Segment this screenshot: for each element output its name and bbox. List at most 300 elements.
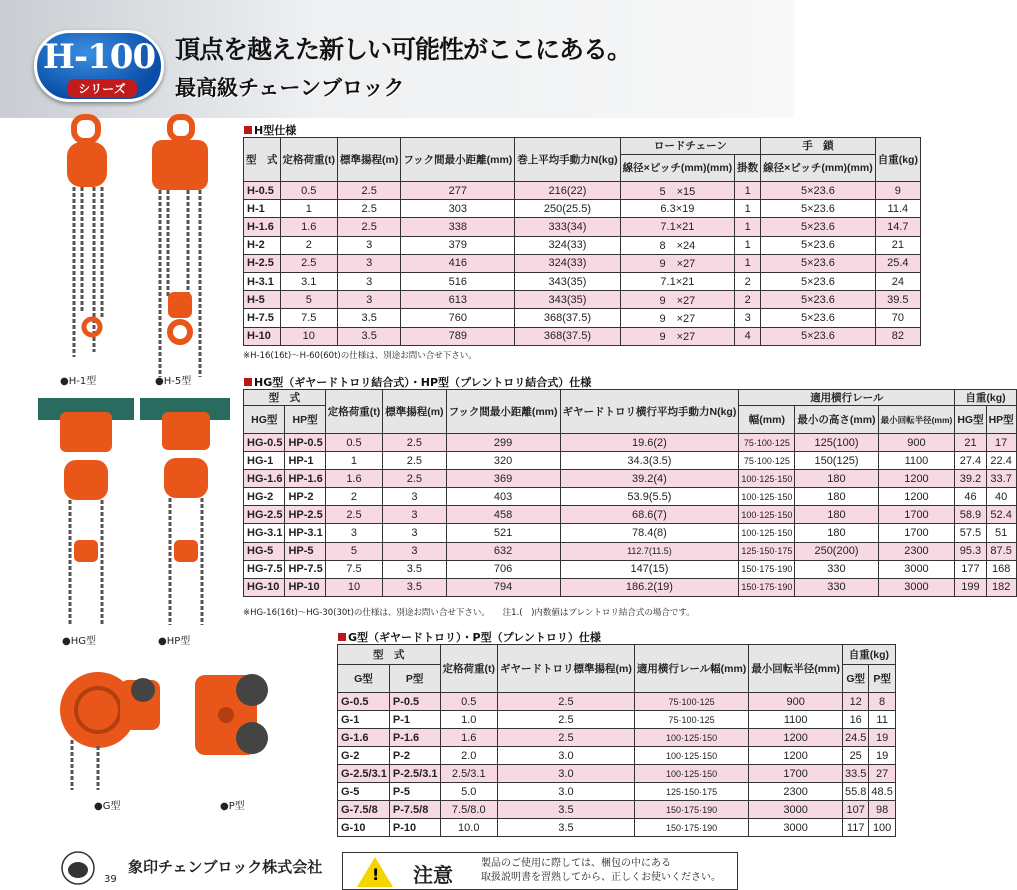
hg-cell: HG-1.6 (244, 470, 285, 488)
h-table-row (244, 236, 921, 254)
h-cell: 8 ×24 (620, 236, 735, 254)
h-cell: H-3.1 (244, 272, 281, 290)
caption-hp: ●HP型 (158, 636, 191, 647)
caption-g: ●G型 (94, 801, 121, 812)
h-cell: 613 (401, 291, 515, 309)
g-cell: 1.6 (440, 729, 498, 747)
h-cell: 343(35) (515, 291, 620, 309)
h-cell: 5×23.6 (761, 291, 876, 309)
g-cell: 1200 (749, 747, 843, 765)
g-cell: 25 (842, 747, 868, 765)
h-col-headroom: フック間最小距離(mm) (401, 138, 515, 182)
g-cell: 3000 (749, 819, 843, 837)
g-cell: 2.5 (498, 729, 635, 747)
series-badge (34, 30, 164, 102)
hg-col-lift: 標準揚程(m) (383, 390, 446, 434)
h-col-model: 型 式 (244, 138, 281, 182)
h-col-falls: 掛数 (735, 155, 761, 182)
g-spec-table (337, 644, 896, 837)
h-cell: 5 ×15 (620, 182, 735, 200)
hg-col-w-hg: HG型 (955, 406, 986, 434)
h-col-hc-size: 線径×ピッチ(mm)(mm) (761, 155, 876, 182)
h-cell: 379 (401, 236, 515, 254)
g-cell: G-2.5/3.1 (338, 765, 390, 783)
h-cell: 277 (401, 182, 515, 200)
hg-cell: 19.6(2) (560, 434, 739, 452)
g-cell: P-7.5/8 (389, 801, 440, 819)
hp-hoist-image (140, 390, 230, 630)
p-trolley-image (190, 660, 280, 780)
hg-cell: 100·125·150 (739, 470, 795, 488)
g-cell: 900 (749, 693, 843, 711)
g-cell: 3.5 (498, 819, 635, 837)
h-table-row (244, 218, 921, 236)
hg-table-row (244, 434, 1017, 452)
h-cell: H-1 (244, 200, 281, 218)
h-col-loadchain: ロードチェーン (620, 138, 761, 155)
hg-cell: 900 (878, 434, 955, 452)
h-cell: 216(22) (515, 182, 620, 200)
hg-cell: 182 (986, 578, 1016, 596)
h-cell: H-1.6 (244, 218, 281, 236)
h-cell: 7.1×21 (620, 272, 735, 290)
hg-cell: HG-1 (244, 452, 285, 470)
h-cell: 11.4 (875, 200, 920, 218)
hg-cell: 68.6(7) (560, 506, 739, 524)
hg-cell: 2.5 (383, 434, 446, 452)
h-cell: 333(34) (515, 218, 620, 236)
h-cell: 5×23.6 (761, 236, 876, 254)
hg-cell: 78.4(8) (560, 524, 739, 542)
h-cell: 1 (735, 182, 761, 200)
h-col-handchain: 手 鎖 (761, 138, 876, 155)
hg-cell: 3.5 (383, 560, 446, 578)
h-cell: 1 (735, 236, 761, 254)
h-cell: 3.5 (338, 309, 401, 327)
g-cell: G-7.5/8 (338, 801, 390, 819)
hg-cell: 10 (325, 578, 383, 596)
hg-cell: HP-1 (285, 452, 325, 470)
h-cell: 5 (280, 291, 338, 309)
g-cell: G-10 (338, 819, 390, 837)
g-cell: G-1 (338, 711, 390, 729)
g-section-title: G型（ギヤードトロリ）・P型（プレントロリ）仕様 (338, 629, 601, 645)
g-col-radius: 最小回転半径(mm) (749, 645, 843, 693)
hg-cell: 186.2(19) (560, 578, 739, 596)
g-cell: G-1.6 (338, 729, 390, 747)
h-cell: 3 (735, 309, 761, 327)
h-cell: 3 (338, 291, 401, 309)
warning-icon: ! (357, 857, 393, 887)
h-cell: 3.1 (280, 272, 338, 290)
h-cell: H-2.5 (244, 254, 281, 272)
h-cell: 5×23.6 (761, 254, 876, 272)
h-cell: 1 (280, 200, 338, 218)
hg-cell: 100·125·150 (739, 506, 795, 524)
h-cell: 250(25.5) (515, 200, 620, 218)
hg-cell: 632 (446, 542, 560, 560)
hg-cell: HP-1.6 (285, 470, 325, 488)
h-cell: 25.4 (875, 254, 920, 272)
g-cell: 33.5 (842, 765, 868, 783)
g-cell: 75·100·125 (634, 693, 748, 711)
hg-cell: 150·175·190 (739, 560, 795, 578)
hg-cell: 112.7(11.5) (560, 542, 739, 560)
g-cell: 150·175·190 (634, 819, 748, 837)
h-cell: 416 (401, 254, 515, 272)
g-table-row (338, 819, 896, 837)
h1-hoist-image (52, 112, 122, 367)
hg-col-width: 幅(mm) (739, 406, 795, 434)
hg-cell: 1.6 (325, 470, 383, 488)
h-cell: 9 (875, 182, 920, 200)
hg-cell: 100·125·150 (739, 524, 795, 542)
h-cell: 5×23.6 (761, 200, 876, 218)
g-cell: 98 (869, 801, 895, 819)
g-table-row (338, 747, 896, 765)
page-subtitle: 最高級チェーンブロック (175, 76, 405, 100)
g-cell: 3.5 (498, 801, 635, 819)
g-col-w-g: G型 (842, 665, 868, 693)
g-table-row (338, 693, 896, 711)
hg-cell: 3 (383, 542, 446, 560)
g-col-p: P型 (389, 665, 440, 693)
h-cell: 9 ×27 (620, 309, 735, 327)
hg-cell: HG-0.5 (244, 434, 285, 452)
h-cell: H-10 (244, 327, 281, 345)
hg-col-w-hp: HP型 (986, 406, 1016, 434)
hg-cell: HG-3.1 (244, 524, 285, 542)
page-number: 39 (104, 874, 117, 885)
hg-cell: 40 (986, 488, 1016, 506)
h-col-pull: 巻上平均手動力N(kg) (515, 138, 620, 182)
badge-sub: シリーズ (67, 79, 137, 98)
hg-col-headroom: フック間最小距離(mm) (446, 390, 560, 434)
hg-cell: 2.5 (383, 452, 446, 470)
hg-cell: HP-0.5 (285, 434, 325, 452)
hg-cell: 147(15) (560, 560, 739, 578)
hg-cell: 125(100) (795, 434, 878, 452)
h-cell: 2.5 (280, 254, 338, 272)
hg-cell: 3000 (878, 578, 955, 596)
h-col-weight: 自重(kg) (875, 138, 920, 182)
h-cell: 760 (401, 309, 515, 327)
caution-line-2: 取扱説明書を習熟してから、正しくお使いください。 (481, 872, 721, 883)
h-cell: H-5 (244, 291, 281, 309)
g-cell: G-0.5 (338, 693, 390, 711)
hg-cell: 57.5 (955, 524, 986, 542)
g-cell: 2300 (749, 783, 843, 801)
h-table-row (244, 327, 921, 345)
g-table-row (338, 729, 896, 747)
hg-col-radius: 最小回転半径(mm) (878, 406, 955, 434)
g-col-w-p: P型 (869, 665, 895, 693)
g-cell: G-5 (338, 783, 390, 801)
hg-cell: 458 (446, 506, 560, 524)
h-cell: 1 (735, 254, 761, 272)
hg-spec-table (243, 389, 1017, 597)
g-cell: 48.5 (869, 783, 895, 801)
g-cell: 1200 (749, 729, 843, 747)
h-cell: 6.3×19 (620, 200, 735, 218)
hg-cell: 403 (446, 488, 560, 506)
h-cell: 5×23.6 (761, 218, 876, 236)
h-cell: H-0.5 (244, 182, 281, 200)
elephant-logo-icon (58, 850, 98, 886)
hg-cell: 299 (446, 434, 560, 452)
h-cell: 9 ×27 (620, 291, 735, 309)
g-cell: 1.0 (440, 711, 498, 729)
hg-cell: 1 (325, 452, 383, 470)
g-col-weight: 自重(kg) (842, 645, 895, 665)
h-cell: 3.5 (338, 327, 401, 345)
h-cell: 2 (735, 291, 761, 309)
h-cell: 368(37.5) (515, 327, 620, 345)
g-cell: 10.0 (440, 819, 498, 837)
g-cell: 2.0 (440, 747, 498, 765)
hg-cell: 39.2(4) (560, 470, 739, 488)
hg-cell: 521 (446, 524, 560, 542)
hg-cell: 7.5 (325, 560, 383, 578)
hg-col-pull: ギヤードトロリ横行平均手動力N(kg) (560, 390, 739, 434)
hg-cell: 3 (383, 524, 446, 542)
h-cell: 1.6 (280, 218, 338, 236)
caution-box (342, 852, 738, 890)
hg-table-row (244, 506, 1017, 524)
h-table-row (244, 272, 921, 290)
h-cell: 3 (338, 254, 401, 272)
hg-cell: 180 (795, 524, 878, 542)
hg-cell: 250(200) (795, 542, 878, 560)
hg-col-rail: 適用横行レール (739, 390, 955, 406)
h-cell: 789 (401, 327, 515, 345)
h-table-row (244, 291, 921, 309)
hg-cell: HP-5 (285, 542, 325, 560)
hg-cell: HG-7.5 (244, 560, 285, 578)
hg-cell: 330 (795, 560, 878, 578)
hg-cell: HG-5 (244, 542, 285, 560)
h-section-title: H型仕様 (244, 122, 296, 138)
caution-line-1: 製品のご使用に際しては、梱包の中にある (481, 858, 671, 869)
g-cell: 55.8 (842, 783, 868, 801)
hg-cell: 180 (795, 506, 878, 524)
g-cell: 3.0 (498, 783, 635, 801)
g-cell: 5.0 (440, 783, 498, 801)
h-cell: 1 (735, 200, 761, 218)
h-cell: 2 (735, 272, 761, 290)
g-cell: 2.5 (498, 693, 635, 711)
g-cell: P-1.6 (389, 729, 440, 747)
hg-table-row (244, 560, 1017, 578)
h-cell: 324(33) (515, 236, 620, 254)
hg-cell: 100·125·150 (739, 488, 795, 506)
h-cell: 39.5 (875, 291, 920, 309)
g-cell: 11 (869, 711, 895, 729)
caption-h1: ●H-1型 (60, 376, 97, 387)
g-cell: 100·125·150 (634, 765, 748, 783)
g-col-model: 型 式 (338, 645, 441, 665)
h-cell: 9 ×27 (620, 254, 735, 272)
hg-col-load: 定格荷重(t) (325, 390, 383, 434)
h-col-load: 定格荷重(t) (280, 138, 338, 182)
hg-col-hg: HG型 (244, 406, 285, 434)
caption-p: ●P型 (220, 801, 245, 812)
g-cell: 75·100·125 (634, 711, 748, 729)
h-cell: 516 (401, 272, 515, 290)
hg-cell: 87.5 (986, 542, 1016, 560)
g-cell: 16 (842, 711, 868, 729)
h-cell: 21 (875, 236, 920, 254)
g-cell: 27 (869, 765, 895, 783)
hg-cell: 33.7 (986, 470, 1016, 488)
hg-cell: HP-2.5 (285, 506, 325, 524)
hg-cell: 52.4 (986, 506, 1016, 524)
g-trolley-image (58, 660, 168, 795)
h-cell: 82 (875, 327, 920, 345)
h-cell: 324(33) (515, 254, 620, 272)
h-cell: 338 (401, 218, 515, 236)
hg-cell: HG-2 (244, 488, 285, 506)
caption-h5: ●H-5型 (155, 376, 192, 387)
h-cell: 7.1×21 (620, 218, 735, 236)
h-table-row (244, 254, 921, 272)
h-cell: 2.5 (338, 200, 401, 218)
h-cell: 0.5 (280, 182, 338, 200)
h5-hoist-image (140, 112, 220, 367)
hg-cell: 39.2 (955, 470, 986, 488)
h-cell: 3 (338, 236, 401, 254)
g-cell: 8 (869, 693, 895, 711)
h-table-row (244, 182, 921, 200)
hg-hoist-image (38, 390, 134, 630)
hg-cell: 1200 (878, 488, 955, 506)
h-cell: 343(35) (515, 272, 620, 290)
h-cell: 10 (280, 327, 338, 345)
h-cell: 5×23.6 (761, 327, 876, 345)
g-cell: 0.5 (440, 693, 498, 711)
hg-cell: 34.3(3.5) (560, 452, 739, 470)
hg-cell: 2 (325, 488, 383, 506)
hg-table-row (244, 452, 1017, 470)
hg-col-hp: HP型 (285, 406, 325, 434)
hg-cell: 1700 (878, 506, 955, 524)
h-table-row (244, 200, 921, 218)
hg-cell: 199 (955, 578, 986, 596)
company-name: 象印チェンブロック株式会社 (128, 858, 323, 876)
g-cell: P-2 (389, 747, 440, 765)
g-cell: 100 (869, 819, 895, 837)
h-cell: 70 (875, 309, 920, 327)
h-cell: H-7.5 (244, 309, 281, 327)
g-cell: 100·125·150 (634, 747, 748, 765)
hg-cell: 5 (325, 542, 383, 560)
hg-cell: 150(125) (795, 452, 878, 470)
h-cell: 3 (338, 272, 401, 290)
hg-cell: 0.5 (325, 434, 383, 452)
g-cell: 2.5/3.1 (440, 765, 498, 783)
g-cell: 107 (842, 801, 868, 819)
g-cell: 100·125·150 (634, 729, 748, 747)
hg-cell: 2.5 (325, 506, 383, 524)
h-note: ※H-16(16t)～H-60(60t)の仕様は、別途お問い合せ下さい。 (243, 351, 477, 361)
hg-cell: 330 (795, 578, 878, 596)
h-cell: 7.5 (280, 309, 338, 327)
hg-cell: 369 (446, 470, 560, 488)
badge-main: H-100 (42, 37, 156, 77)
g-cell: 117 (842, 819, 868, 837)
hg-cell: 2300 (878, 542, 955, 560)
h-cell: 5×23.6 (761, 272, 876, 290)
g-cell: G-2 (338, 747, 390, 765)
page-title: 頂点を越えた新しい可能性がここにある。 (175, 35, 632, 64)
g-col-rail: 適用横行レール幅(mm) (634, 645, 748, 693)
h-cell: 9 ×27 (620, 327, 735, 345)
hg-table-row (244, 542, 1017, 560)
g-cell: 150·175·190 (634, 801, 748, 819)
h-table-row (244, 309, 921, 327)
g-cell: 125·150·175 (634, 783, 748, 801)
hg-cell: HP-7.5 (285, 560, 325, 578)
g-cell: 24.5 (842, 729, 868, 747)
hg-cell: 3000 (878, 560, 955, 578)
h-cell: 2 (280, 236, 338, 254)
h-cell: 4 (735, 327, 761, 345)
g-cell: 19 (869, 747, 895, 765)
hg-cell: 3 (325, 524, 383, 542)
hg-cell: 1700 (878, 524, 955, 542)
g-cell: 1700 (749, 765, 843, 783)
g-cell: P-2.5/3.1 (389, 765, 440, 783)
hg-cell: 3 (383, 488, 446, 506)
hg-cell: HG-10 (244, 578, 285, 596)
h-spec-table (243, 137, 921, 346)
hg-cell: 22.4 (986, 452, 1016, 470)
hg-cell: 17 (986, 434, 1016, 452)
g-col-lift: ギヤードトロリ標準揚程(m) (498, 645, 635, 693)
hg-cell: 46 (955, 488, 986, 506)
hg-cell: 27.4 (955, 452, 986, 470)
g-cell: P-0.5 (389, 693, 440, 711)
hg-cell: 2.5 (383, 470, 446, 488)
hg-cell: HP-10 (285, 578, 325, 596)
g-cell: 7.5/8.0 (440, 801, 498, 819)
g-cell: P-10 (389, 819, 440, 837)
hg-cell: 180 (795, 470, 878, 488)
h-cell: 14.7 (875, 218, 920, 236)
h-cell: 1 (735, 218, 761, 236)
h-cell: 368(37.5) (515, 309, 620, 327)
hg-cell: 75·100·125 (739, 434, 795, 452)
hg-cell: 75·100·125 (739, 452, 795, 470)
h-col-lc-size: 線径×ピッチ(mm)(mm) (620, 155, 735, 182)
h-cell: 2.5 (338, 218, 401, 236)
hg-table-row (244, 470, 1017, 488)
hg-cell: 1200 (878, 470, 955, 488)
h-cell: H-2 (244, 236, 281, 254)
hg-cell: 150·175·190 (739, 578, 795, 596)
h-cell: 5×23.6 (761, 309, 876, 327)
hg-table-row (244, 578, 1017, 596)
hg-cell: 21 (955, 434, 986, 452)
g-cell: P-1 (389, 711, 440, 729)
hg-cell: 58.9 (955, 506, 986, 524)
g-col-load: 定格荷重(t) (440, 645, 498, 693)
g-cell: P-5 (389, 783, 440, 801)
h-col-lift: 標準揚程(m) (338, 138, 401, 182)
g-cell: 2.5 (498, 711, 635, 729)
g-cell: 19 (869, 729, 895, 747)
hg-section-title: HG型（ギヤードトロリ結合式）・HP型（プレントロリ結合式）仕様 (244, 374, 591, 390)
